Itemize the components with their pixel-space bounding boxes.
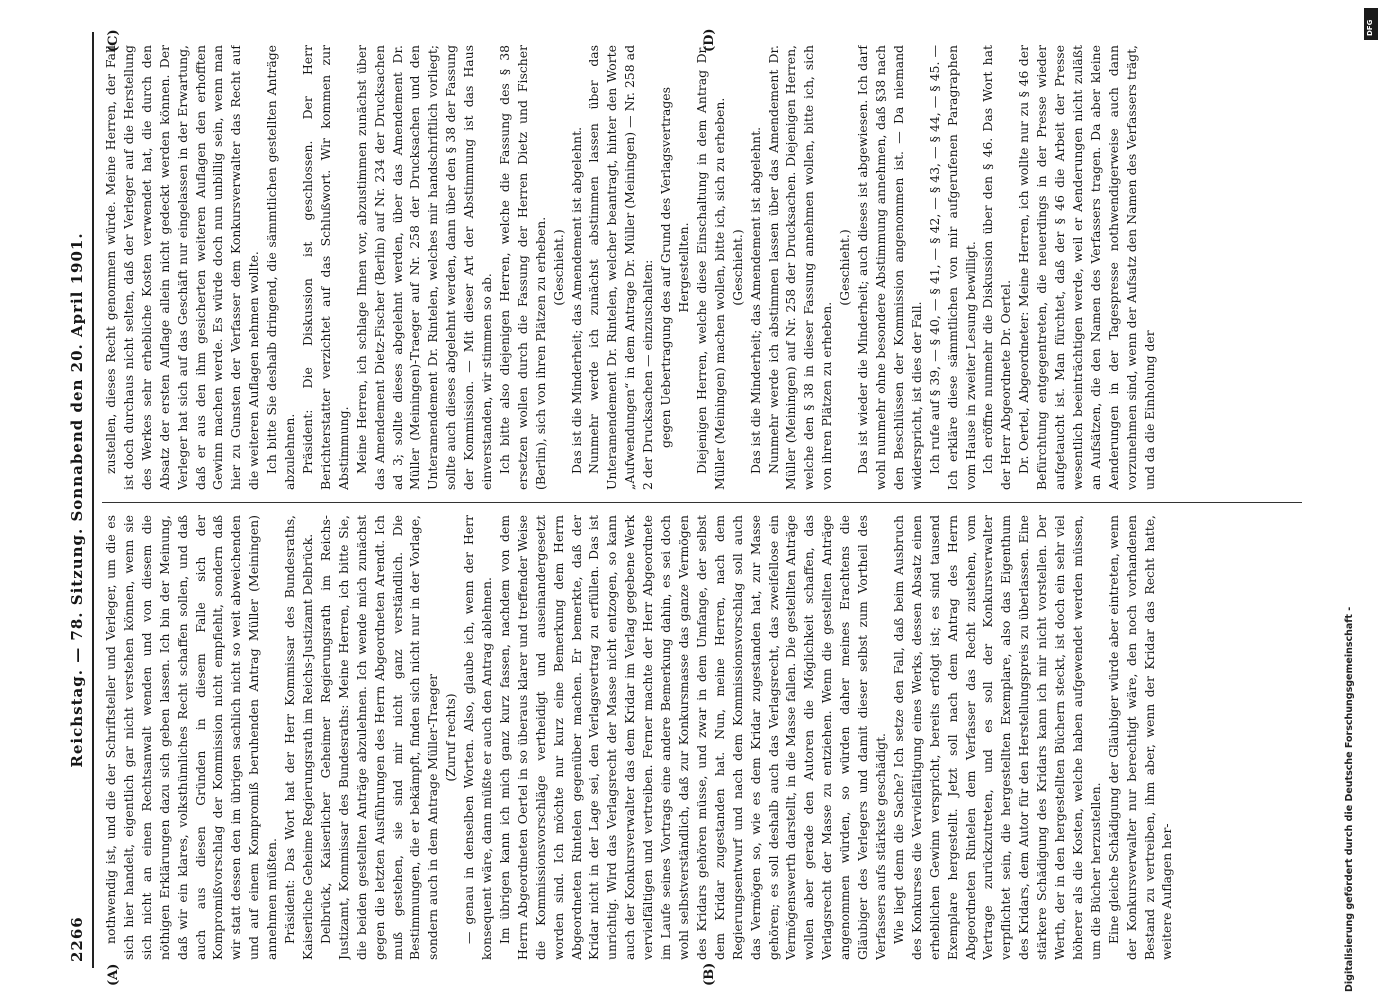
stage-note: (Geschieht.): [836, 229, 852, 306]
page-title: Reichstag. — 78. Sitzung. Sonnabend den 20. April 1901.: [67, 232, 86, 768]
left-column: [102, 515, 1302, 960]
digitization-note: Digitalisierung gefördert durch die Deutsche Forschungsgemeinschaft -: [1344, 606, 1355, 992]
paragraph: Im übrigen kann ich mich ganz kurz fassen, nachdem von dem Herrn Abgeordneten Oertel in so überaus klarer und treffender Weise die Kommissionsvorschläge vertheidigt und auseinandergesetzt worden sind. Ich möchte nur kurz eine Bemerkung dem Herrn Abgeordneten Rintelen gegenüber machen. Er bemerkte, daß der Kridar nicht in der Lage sei, den Verlagsvertrag zu erfüllen. Das ist unrichtig. Wird das Verlagsrecht der Masse nicht entzogen, so kann auch der Konkursverwalter das dem Kridar im Verlag gegebene Werk vervielfältigen und vertreiben. Ferner machte der Herr Abgeordnete im Laufe seines Vortrags eine andere Bemerkung dahin, es sei doch wohl selbstverständlich, daß zur Konkursmasse das ganze Vermögen des Kridars gehören müsse, und zwar in dem Umfange, der selbst dem Kridar zugestanden hat. Nun, meine Herren, nach dem Regierungsentwurf und nach dem Kommissionsvorschlag soll auch das Vermögen so, wie es dem Kridar zugestanden hat, zur Masse gehören; es soll deshalb auch das Verlagsrecht, das zweifellose ein Vermögenswerth darstellt, in die Masse fallen. Die gestellten Anträge wollen aber gerade den Autoren die Möglichkeit schaffen, das Verlagsrecht der Masse zu entziehen. Wenn die gestellten Anträge angenommen würden, so würden daher meines Erachtens die Gläubiger des Verlegers und damit dieser selbst zum Vortheil des Verfassers aufs stärkste geschädigt.: [496, 515, 888, 960]
stage-note: (Geschieht.): [550, 229, 566, 306]
paragraph: zustellen, dieses Recht genommen würde. Meine Herren, der Fall ist doch durchaus nicht selten, daß der Verleger auf die Herstellung des Werkes sehr erhebliche Kosten verwendet hat, die durch den Absatz der ersten Auflage allein nicht gedeckt werden können. Der Verleger hat sich auf das Geschäft nur eingelassen in der Erwartung, daß er aus den ihm gesicherten weiteren Auflagen den erhofften Gewinn machen werde. Es würde doch nun unbillig sein, wenn man hier zu Gunsten der Verfasser dem Konkursverwalter das Recht auf die weiteren Auflagen nehmen wollte.: [102, 45, 261, 490]
interjection: (Zuruf rechts): [442, 693, 458, 782]
quoted-insertion: gegen Uebertragung des auf Grund des Verlagsvertrages Hergestellten.: [657, 87, 691, 449]
paragraph: Ich rufe auf § 39, — § 40, — § 41, — § 42, — § 43, — § 44, — § 45. — Ich erkläre diese sämmtlichen von mir aufgerufenen Paragraphen vom Hause in zweiter Lesung bewilligt.: [926, 45, 977, 490]
stage-note: (Geschieht.): [729, 229, 745, 306]
header-rule: [92, 32, 94, 968]
paragraph: Präsident: Das Wort hat der Herr Kommissar des Bundesraths, Kaiserliche Geheime Regierungsrath im Reichs-Justizamt Delbrück.: [281, 515, 315, 960]
paragraph: Diejenigen Herren, welche diese Einschaltung in dem Antrag Dr. Müller (Meiningen) machen wollen, bitte ich, sich zu erheben.: [693, 45, 727, 490]
paragraph: Ich bitte Sie deshalb dringend, die sämmtlichen gestellten Anträge abzulehnen.: [263, 45, 297, 490]
paragraph: Meine Herren, ich schlage Ihnen vor, abzustimmen zunächst über das Amendement Dietz-Fischer (Berlin) auf Nr. 234 der Drucksachen ad 3; sollte dieses abgelehnt werden, über das Amendement Dr. Müller (Meiningen)-Traeger auf Nr. 258 der Drucksachen und den Unteramendement Dr. Rintelen, welches mir handschriftlich vorliegt; sollte auch dieses abgelehnt werden, dann über den § 38 der Fassung der Kommission. — Mit dieser Art der Abstimmung ist das Haus einverstanden, wir stimmen so ab.: [353, 45, 494, 490]
page-number: 2266: [67, 916, 86, 962]
paragraph: Eine gleiche Schädigung der Gläubiger würde aber eintreten, wenn der Konkursverwalter nur berechtigt wäre, den noch vorhandenen Bestand zu vertreiben, ihm aber, wenn der Kridar das Recht hatte, weitere Auflagen her-: [1105, 515, 1174, 960]
rotated-sheet: [62, 20, 1322, 986]
column-divider: [102, 502, 1302, 503]
paragraph: Wie liegt denn die Sache? Ich setze den Fall, daß beim Ausbruch des Konkurses die Vervielfältigung eines Werks, dessen Absatz einen erheblichen Gewinn verspricht, bereits erfolgt ist; es sind tausend Exemplare hergestellt. Jetzt soll nach dem Antrag des Herrn Abgeordneten Rintelen dem Verfasser das Recht zustehen, vom Vertrage zurückzutreten, und es soll der Konkursverwalter verpflichtet sein, die hergestellten Exemplare, also das Eigenthum des Kridars, dem Autor für den Herstellungspreis zu überlassen. Eine stärkere Schädigung des Kridars kann ich mir nicht vorstellen. Der Werth, der in den hergestellten Büchern steckt, ist doch ein sehr viel höherer als die Kosten, welche haben aufgewendet werden müssen, um die Bücher herzustellen.: [890, 515, 1103, 960]
paragraph: Nunmehr werde ich abstimmen lassen über das Amendement Dr. Müller (Meiningen) auf Nr. 258 der Drucksachen. Diejenigen Herren, welche den § 38 in dieser Fassung annehmen wollen, bitte ich, sich von ihren Plätzen zu erheben.: [765, 45, 834, 490]
paragraph: Das ist wieder die Minderheit; auch dieses ist abgewiesen. Ich darf wohl nunmehr ohne besondere Abstimmung annehmen, daß §38 nach den Beschlüssen der Kommission angenommen ist. — Da niemand widerspricht, ist dies der Fall.: [854, 45, 924, 490]
paragraph: Das ist die Minderheit; das Amendement ist abgelehnt.: [747, 126, 763, 474]
page-header: [62, 20, 96, 980]
dfg-logo-text: DFG: [1366, 19, 1374, 36]
paragraph: Nunmehr werde ich zunächst abstimmen lassen über das Unteramendement Dr. Rintelen, welcher beantragt, hinter den Worte „Aufwendungen“ in dem Antrage Dr. Müller (Meiningen) — Nr. 258 ad 2 der Drucksachen — einzuschalten:: [585, 45, 655, 490]
margin-marker-c: (C): [105, 29, 121, 52]
paragraph: Delbrück, Kaiserlicher Geheimer Regierungsrath im Reichs-Justizamt, Kommissar des Bundesraths: Meine Herren, ich bitte Sie, die beiden gestellten Anträge abzulehnen. Ich wende mich zunächst gegen die letzten Ausführungen des Herrn Abgeordneten Arendt. Ich muß gestehen, sie sind mir nicht ganz verständlich. Die Bestimmungen, die er bekämpft, finden sich nicht nur in der Vorlage, sondern auch in dem Antrage Müller-Traeger: [317, 515, 440, 960]
paragraph: nothwendig ist, und die der Schriftsteller und Verleger, um die es sich hier handelt, eigentlich gar nicht verstehen können, wenn sie sich nicht an einen Rechtsanwalt wenden und von diesem die nöthigen Erklärungen dazu sich geben lassen. Ich bin der Meinung, daß wir ein klares, volksthümliches Recht schaffen sollen, und daß auch aus diesen Gründen in diesem Falle sich der Kompromißvorschlag der Kommission nicht empfiehlt, sondern daß wir statt dessen den im übrigen sachlich nicht so weit abweichenden und auf einem Kompromiß beruhenden Antrag Müller (Meiningen) annehmen müßten.: [102, 515, 279, 960]
paragraph: Das ist die Minderheit; das Amendement ist abgelehnt.: [568, 126, 584, 474]
margin-marker-b: (B): [701, 962, 717, 986]
dfg-logo: [1364, 8, 1378, 40]
paragraph: Ich eröffne nunmehr die Diskussion über den § 46. Das Wort hat der Herr Abgeordnete Dr. Oertel.: [979, 45, 1013, 490]
right-column: [102, 45, 1302, 490]
margin-marker-a: (A): [105, 963, 121, 986]
paragraph: Ich bitte also diejenigen Herren, welche die Fassung des § 38 ersetzen wollen durch die Fassung der Herren Dietz und Fischer (Berlin), sich von ihren Plätzen zu erheben.: [496, 45, 548, 490]
margin-marker-d: (D): [701, 28, 717, 52]
paragraph: Dr. Oertel, Abgeordneter: Meine Herren, ich wollte nur zu § 46 der Befürchtung entgegentreten, die neuerdings in der Presse wieder aufgetaucht ist. Man fürchtet, daß der § 46 die Arbeit der Presse wesentlich beeinträchtigen werde, weil er Aenderungen nicht zuläßt an Aufsätzen, die den Namen des Verfassers tragen. Da aber kleine Aenderungen in der Tagespresse nothwendigerweise auch dann vorzunehmen sind, wenn der Aufsatz den Namen des Verfassers trägt, und da die Einholung der: [1015, 45, 1157, 490]
paragraph: — genau in denselben Worten. Also, glaube ich, wenn der Herr konsequent wäre, dann müßte er auch den Antrag ablehnen.: [460, 515, 494, 960]
paragraph: Präsident: Die Diskussion ist geschlossen. Der Herr Berichterstatter verzichtet auf das Schlußwort. Wir kommen zur Abstimmung.: [299, 45, 351, 490]
